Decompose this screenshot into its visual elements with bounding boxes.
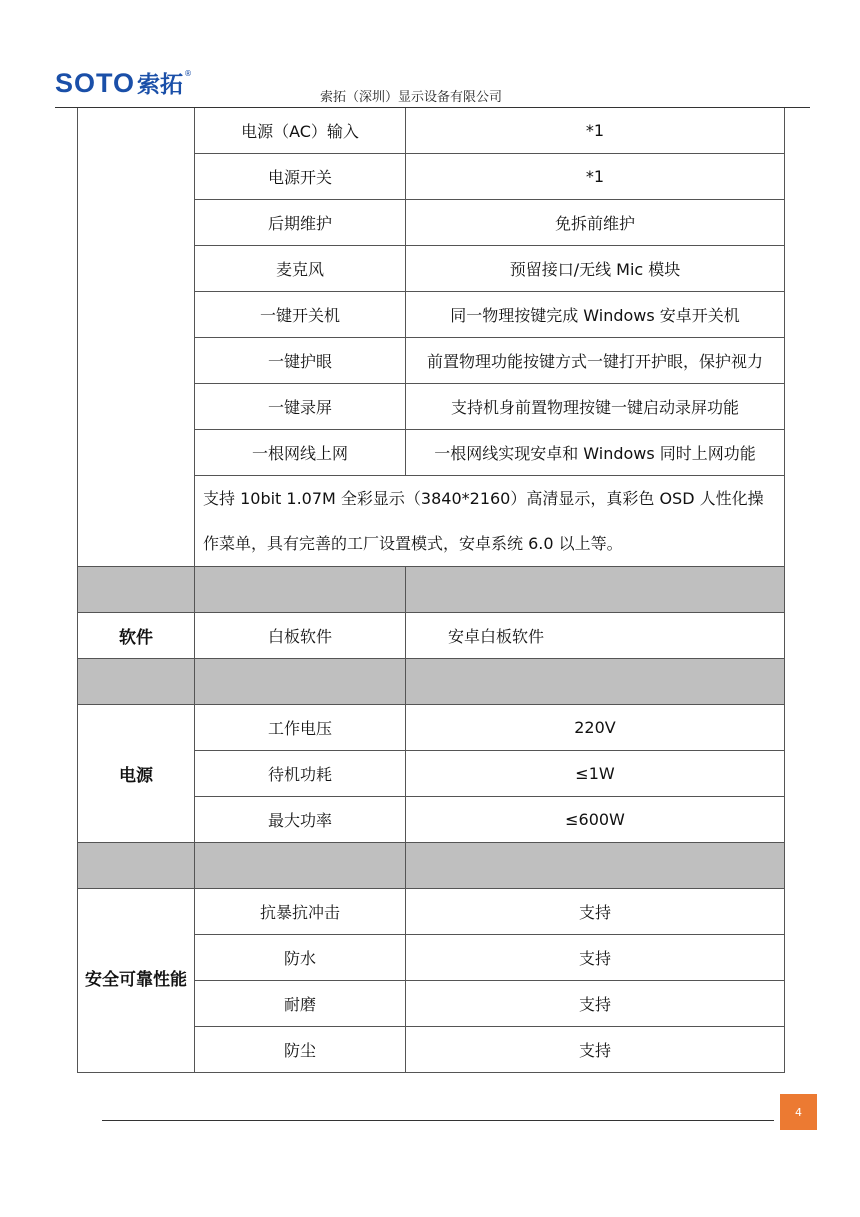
separator-row (78, 843, 785, 889)
separator-cell (406, 843, 785, 889)
value-cell: 一根网线实现安卓和 Windows 同时上网功能 (406, 430, 785, 476)
page-number: 4 (780, 1094, 817, 1130)
registered-mark-icon: ® (184, 69, 193, 78)
company-logo (55, 66, 192, 100)
separator-cell (78, 659, 195, 705)
item-cell: 电源开关 (195, 154, 406, 200)
category-power: 电源 (78, 705, 195, 843)
value-cell: 支持 (406, 889, 785, 935)
value-cell: 同一物理按键完成 Windows 安卓开关机 (406, 292, 785, 338)
value-cell: 支持 (406, 1027, 785, 1073)
category-cell-continued (78, 108, 195, 567)
separator-cell (406, 567, 785, 613)
table-row (78, 108, 785, 154)
item-cell: 一键开关机 (195, 292, 406, 338)
item-cell: 一根网线上网 (195, 430, 406, 476)
item-cell: 待机功耗 (195, 751, 406, 797)
separator-cell (78, 567, 195, 613)
value-cell: 安卓白板软件 (406, 613, 785, 659)
value-cell: ≤1W (406, 751, 785, 797)
item-cell: 工作电压 (195, 705, 406, 751)
logo-wordmark: SOTO (55, 68, 136, 98)
item-cell: 一键录屏 (195, 384, 406, 430)
separator-cell (406, 659, 785, 705)
value-cell: *1 (406, 154, 785, 200)
footer-divider (102, 1120, 774, 1121)
item-cell: 麦克风 (195, 246, 406, 292)
separator-cell (195, 659, 406, 705)
item-cell: 抗暴抗冲击 (195, 889, 406, 935)
separator-row (78, 659, 785, 705)
value-cell: 预留接口/无线 Mic 模块 (406, 246, 785, 292)
value-cell: 前置物理功能按键方式一键打开护眼，保护视力 (406, 338, 785, 384)
item-cell: 白板软件 (195, 613, 406, 659)
separator-row (78, 567, 785, 613)
separator-cell (195, 843, 406, 889)
table-row (78, 889, 785, 935)
item-cell: 后期维护 (195, 200, 406, 246)
item-cell: 防水 (195, 935, 406, 981)
value-cell: 免拆前维护 (406, 200, 785, 246)
table-row (78, 613, 785, 659)
value-cell: 支持机身前置物理按键一键启动录屏功能 (406, 384, 785, 430)
company-name: 索拓（深圳）显示设备有限公司 (320, 90, 503, 105)
item-cell: 防尘 (195, 1027, 406, 1073)
item-cell: 电源（AC）输入 (195, 108, 406, 154)
item-cell: 耐磨 (195, 981, 406, 1027)
separator-cell (78, 843, 195, 889)
item-cell: 一键护眼 (195, 338, 406, 384)
spec-table (77, 108, 785, 1073)
item-cell: 最大功率 (195, 797, 406, 843)
value-cell: 支持 (406, 981, 785, 1027)
value-cell: *1 (406, 108, 785, 154)
value-cell: ≤600W (406, 797, 785, 843)
value-cell: 220V (406, 705, 785, 751)
category-software: 软件 (78, 613, 195, 659)
logo-chinese-name: 索拓 (137, 72, 184, 98)
feature-note: 支持 10bit 1.07M 全彩显示（3840*2160）高清显示，真彩色 OSD 人性化操作菜单，具有完善的工厂设置模式，安卓系统 6.0 以上等。 (195, 476, 785, 567)
separator-cell (195, 567, 406, 613)
table-row (78, 705, 785, 751)
value-cell: 支持 (406, 935, 785, 981)
category-safety: 安全可靠性能 (78, 889, 195, 1073)
